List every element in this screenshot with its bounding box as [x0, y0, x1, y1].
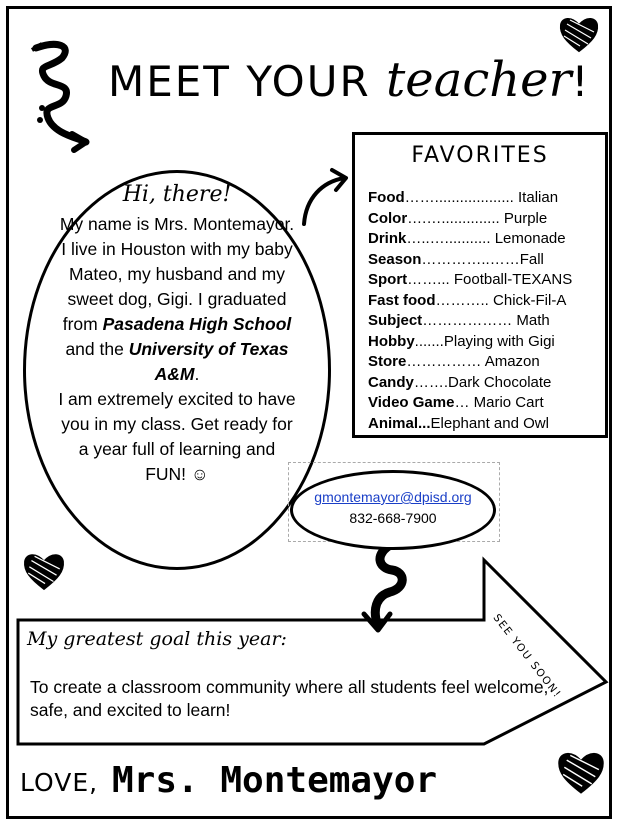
list-item: Hobby.......Playing with Gigi — [368, 332, 555, 350]
favorites-title: FAVORITES — [411, 143, 549, 168]
phone-number: 832-668-7900 — [349, 510, 437, 526]
list-item: Fast food……….. Chick-Fil-A — [368, 291, 567, 309]
list-item: Video Game… Mario Cart — [368, 394, 544, 411]
list-item: Subject……………… Math — [368, 312, 550, 329]
list-item: Animal...Elephant and Owl — [368, 414, 549, 432]
list-item: Store…………… Amazon — [368, 353, 540, 370]
greeting: Hi, there! — [122, 182, 232, 207]
goal-text: To create a classroom community where all students feel welcome, safe, and excited to learn! — [30, 677, 549, 720]
heart-icon — [558, 14, 600, 54]
closing-love: LOVE, — [20, 768, 99, 797]
heart-icon — [22, 550, 66, 592]
goal-label: My greatest goal this year: — [27, 628, 287, 650]
arrow-icon — [300, 168, 352, 228]
heart-icon — [556, 748, 606, 796]
list-item: Sport……... Football-TEXANS — [368, 271, 573, 288]
favorites-list — [368, 188, 604, 434]
signature: Mrs. Montemayor — [112, 760, 438, 801]
swirl-arrow-icon — [352, 540, 422, 632]
list-item: Food……................... Italian — [368, 189, 559, 206]
page-title: MEET YOUR teacher! — [108, 52, 591, 108]
swirl-arrow-icon — [28, 38, 98, 148]
email-link[interactable]: gmontemayor@dpisd.org — [314, 489, 472, 505]
list-item: Color….….............. Purple — [368, 209, 548, 227]
see-you-soon-label: SEE YOU SOON! — [490, 612, 564, 701]
list-item: Season…………..……Fall — [368, 250, 544, 268]
list-item: Candy…….Dark Chocolate — [368, 373, 552, 391]
list-item: Drink…..…........... Lemonade — [368, 230, 566, 247]
bio-text: My name is Mrs. Montemayor. I live in Houston with my baby Mateo, my husband and my sweet dog, Gigi. I graduated from Pasadena High School and the University of Texas A&M. I am extremely excited to have you in my class. Get ready for a year full of learning and FUN! ☺ — [58, 214, 296, 484]
